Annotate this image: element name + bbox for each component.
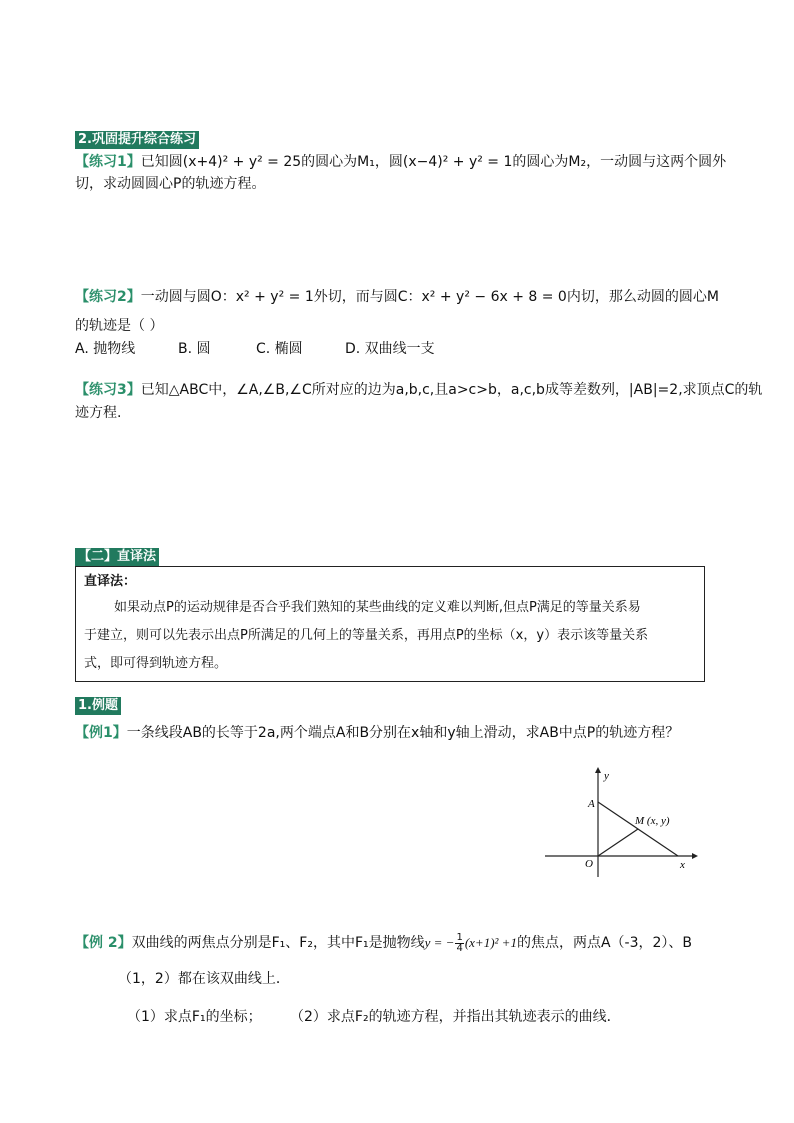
section-heading-examples: 1.例题	[75, 697, 121, 715]
example-1-tag: 【例1】	[75, 725, 127, 741]
label-o: O	[585, 858, 593, 870]
example-2-line-2: （1，2）都在该双曲线上．	[118, 971, 290, 987]
exercise-2-option-d: D. 双曲线一支	[345, 341, 435, 357]
parabola-eq-lhs: y = −	[424, 935, 455, 950]
exercise-1-line-1	[75, 152, 726, 172]
x-axis-arrow	[692, 853, 698, 859]
label-y: y	[604, 770, 609, 782]
example-2-text-a: 双曲线的两焦点分别是F₁、F₂，其中F₁是抛物线	[131, 935, 425, 951]
example-1-text: 一条线段AB的长等于2a,两个端点A和B分别在x轴和y轴上滑动，求AB中点P的轨迹方程？	[126, 725, 680, 741]
method-box-line-1: 如果动点P的运动规律是否合乎我们熟知的某些曲线的定义难以判断,但点P满足的等量关系易	[114, 600, 641, 615]
exercise-1-text: 已知圆(x+4)² + y² = 25的圆心为M₁，圆(x−4)² + y² = 1的圆心为M₂，一动圆与这两个圆外	[140, 154, 727, 170]
coordinate-figure	[540, 765, 700, 880]
section-heading-practice: 2.巩固提升综合练习	[75, 131, 199, 149]
example-2-question-1: （1）求点F₁的坐标；	[127, 1009, 262, 1025]
exercise-2-tag: 【练习2】	[75, 289, 141, 305]
label-x: x	[680, 859, 685, 871]
example-2-text-b: 的焦点，两点A（-3，2）、B	[516, 935, 693, 951]
exercise-1-tag: 【练习1】	[75, 154, 141, 170]
exercise-2-line-2: 的轨迹是（ ）	[75, 318, 164, 334]
fraction-denominator: 4	[456, 942, 463, 954]
parabola-eq-rhs: (x+1)² +1	[464, 935, 517, 950]
example-2-tag: 【例 2】	[75, 935, 132, 951]
exercise-3-tag: 【练习3】	[75, 382, 141, 398]
exercise-3-text: 已知△ABC中，∠A,∠B,∠C所对应的边为a,b,c,且a>c>b，a,c,b成等差数列，|AB|=2,求顶点C的轨	[140, 382, 763, 398]
method-box-line-2: 于建立，则可以先表示出点P所满足的几何上的等量关系，再用点P的坐标（x，y）表示该等量关系	[84, 628, 649, 643]
exercise-1-line-2: 切，求动圆圆心P的轨迹方程。	[75, 176, 266, 192]
label-m: M (x, y)	[635, 815, 670, 827]
method-box-title: 直译法：	[84, 574, 137, 589]
label-a: A	[588, 798, 595, 810]
example-2-question-2: （2）求点F₂的轨迹方程，并指出其轨迹表示的曲线．	[290, 1009, 621, 1025]
exercise-2-line-1	[75, 287, 719, 307]
exercise-2-option-c: C. 椭圆	[256, 341, 303, 357]
segment-om	[598, 829, 638, 856]
exercise-2-option-a: A. 抛物线	[75, 341, 136, 357]
section-heading-direct-method: 【二】直译法	[75, 548, 159, 566]
example-2-line-1	[75, 931, 692, 955]
exercise-3-line-2: 迹方程.	[75, 405, 122, 421]
method-box-line-3: 式，即可得到轨迹方程。	[84, 656, 228, 671]
exercise-2-option-b: B. 圆	[178, 341, 211, 357]
method-description-box	[75, 566, 705, 682]
exercise-3-line-1	[75, 380, 762, 400]
parabola-fraction	[455, 933, 463, 954]
exercise-2-text: 一动圆与圆O：x² + y² = 1外切，而与圆C：x² + y² − 6x + 8 = 0内切，那么动圆的圆心M	[140, 289, 719, 305]
fraction-numerator: 1	[456, 931, 463, 943]
y-axis-arrow	[595, 767, 601, 773]
example-1-line	[75, 723, 679, 743]
